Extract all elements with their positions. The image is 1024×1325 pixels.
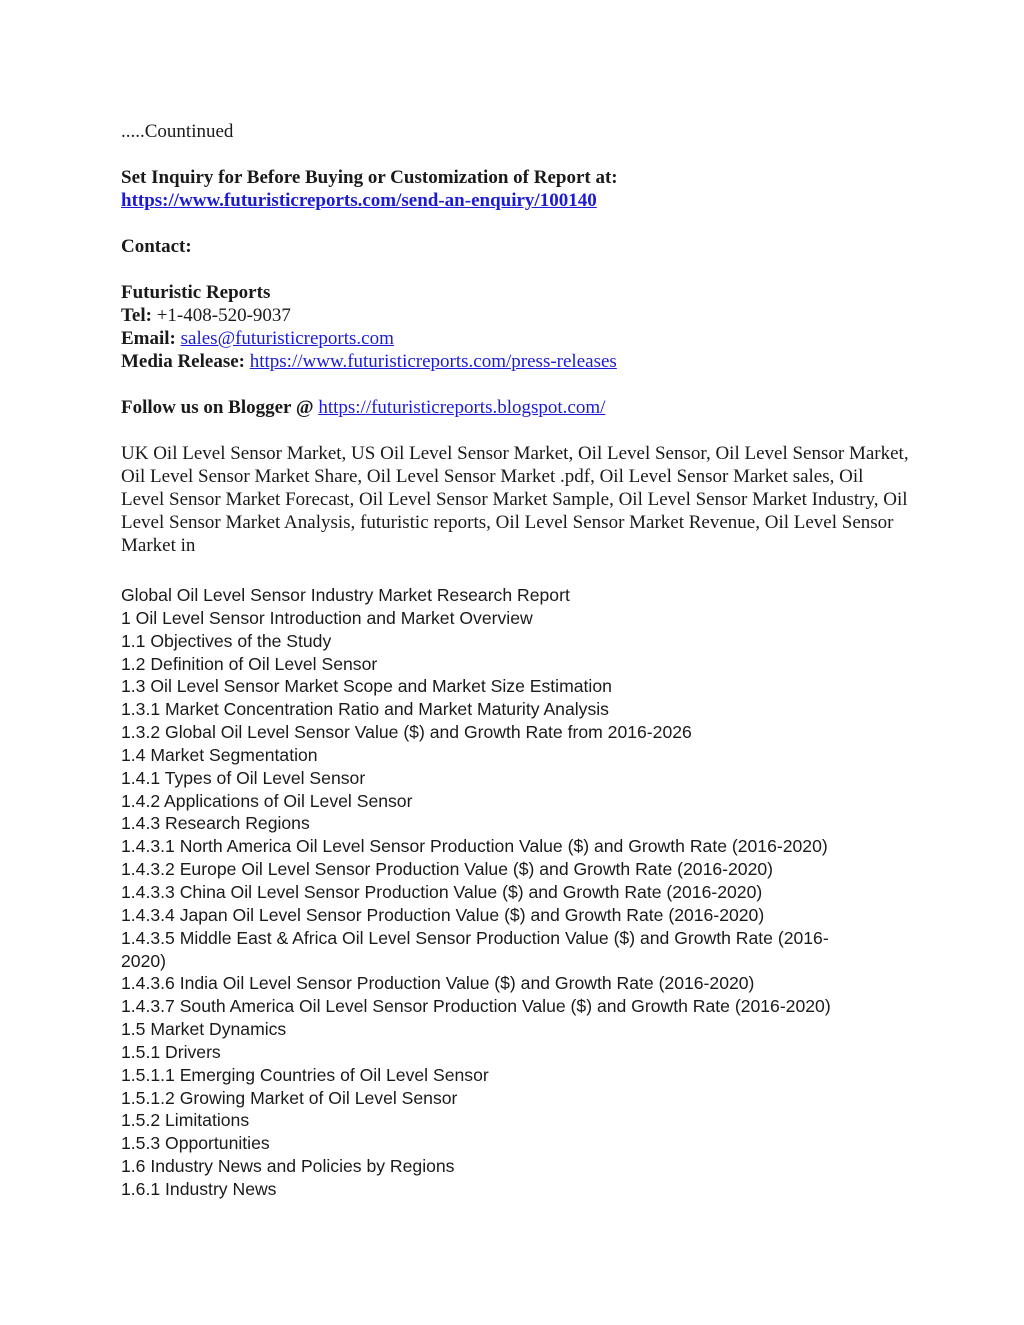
toc-item: 1.5.1.1 Emerging Countries of Oil Level Sensor [121, 1064, 489, 1085]
toc-item: 1.5 Market Dynamics [121, 1019, 287, 1040]
toc-item: 1.5.1.2 Growing Market of Oil Level Sensor [121, 1087, 458, 1108]
follow-line [121, 396, 911, 419]
media-link[interactable]: https://www.futuristicreports.com/press-releases [249, 351, 617, 372]
toc-item: 1.4.1 Types of Oil Level Sensor [121, 767, 366, 788]
toc-item: 1.5.3 Opportunities [121, 1133, 270, 1154]
toc-item: 1.4 Market Segmentation [121, 744, 318, 765]
company-name: Futuristic Reports [121, 282, 271, 303]
toc-item: 1.4.3 Research Regions [121, 813, 310, 834]
toc-item: 1.3 Oil Level Sensor Market Scope and Market Size Estimation [121, 676, 612, 697]
toc-item: 1.5.2 Limitations [121, 1110, 250, 1131]
blogger-link[interactable]: https://futuristicreports.blogspot.com/ [318, 397, 606, 418]
toc-item: 1.4.3.3 China Oil Level Sensor Production Value ($) and Growth Rate (2016-2020) [121, 881, 763, 902]
email-label: Email: [121, 328, 176, 349]
media-label: Media Release: [121, 351, 245, 372]
toc-item: 1.6 Industry News and Policies by Regions [121, 1156, 455, 1177]
toc-item: 1.4.3.5 Middle East & Africa Oil Level Sensor Production Value ($) and Growth Rate (2016- 2020) [121, 927, 829, 971]
email-link[interactable]: sales@futuristicreports.com [180, 328, 394, 349]
toc-item: 1.4.3.2 Europe Oil Level Sensor Production Value ($) and Growth Rate (2016-2020) [121, 859, 773, 880]
email-line [121, 327, 911, 350]
toc-item: 1.1 Objectives of the Study [121, 630, 332, 651]
contact-heading: Contact: [121, 236, 192, 257]
toc-item: 1.3.1 Market Concentration Ratio and Market Maturity Analysis [121, 699, 609, 720]
toc-title: Global Oil Level Sensor Industry Market Research Report [121, 585, 570, 605]
inquiry-link[interactable]: https://www.futuristicreports.com/send-an-enquiry/100140 [121, 190, 597, 211]
toc-item: 1.4.3.4 Japan Oil Level Sensor Production Value ($) and Growth Rate (2016-2020) [121, 904, 765, 925]
tel-line [121, 304, 911, 327]
continued-text: .....Countinued [121, 121, 234, 142]
toc-item: 1.6.1 Industry News [121, 1178, 277, 1199]
tel-label: Tel: [121, 305, 152, 326]
toc-item: 1.5.1 Drivers [121, 1041, 221, 1062]
document-page [121, 120, 911, 1201]
toc-item: 1.3.2 Global Oil Level Sensor Value ($) and Growth Rate from 2016-2026 [121, 722, 692, 743]
follow-label: Follow us on Blogger @ [121, 397, 314, 418]
table-of-contents [121, 584, 911, 1201]
inquiry-heading: Set Inquiry for Before Buying or Customization of Report at: [121, 167, 618, 188]
keywords-paragraph: UK Oil Level Sensor Market, US Oil Level Sensor Market, Oil Level Sensor, Oil Level Sensor Market, Oil Level Sensor Market Share, Oil Level Sensor Market .pdf, Oil Level Sensor Market sales, Oil Level Sensor Market Forecast, Oil Level Sensor Market Sample, Oil Level Sensor Market Industry, Oil Level Sensor Market Analysis, futuristic reports, Oil Level Sensor Market Revenue, Oil Level Sensor Market in [121, 443, 909, 556]
toc-item: 1 Oil Level Sensor Introduction and Market Overview [121, 607, 533, 628]
toc-item: 1.4.2 Applications of Oil Level Sensor [121, 790, 413, 811]
toc-item: 1.2 Definition of Oil Level Sensor [121, 653, 378, 674]
tel-value: +1-408-520-9037 [151, 305, 291, 326]
toc-item: 1.4.3.1 North America Oil Level Sensor Production Value ($) and Growth Rate (2016-2020) [121, 836, 828, 857]
toc-item: 1.4.3.6 India Oil Level Sensor Production Value ($) and Growth Rate (2016-2020) [121, 973, 755, 994]
toc-item: 1.4.3.7 South America Oil Level Sensor Production Value ($) and Growth Rate (2016-2020) [121, 996, 831, 1017]
media-line [121, 350, 911, 373]
